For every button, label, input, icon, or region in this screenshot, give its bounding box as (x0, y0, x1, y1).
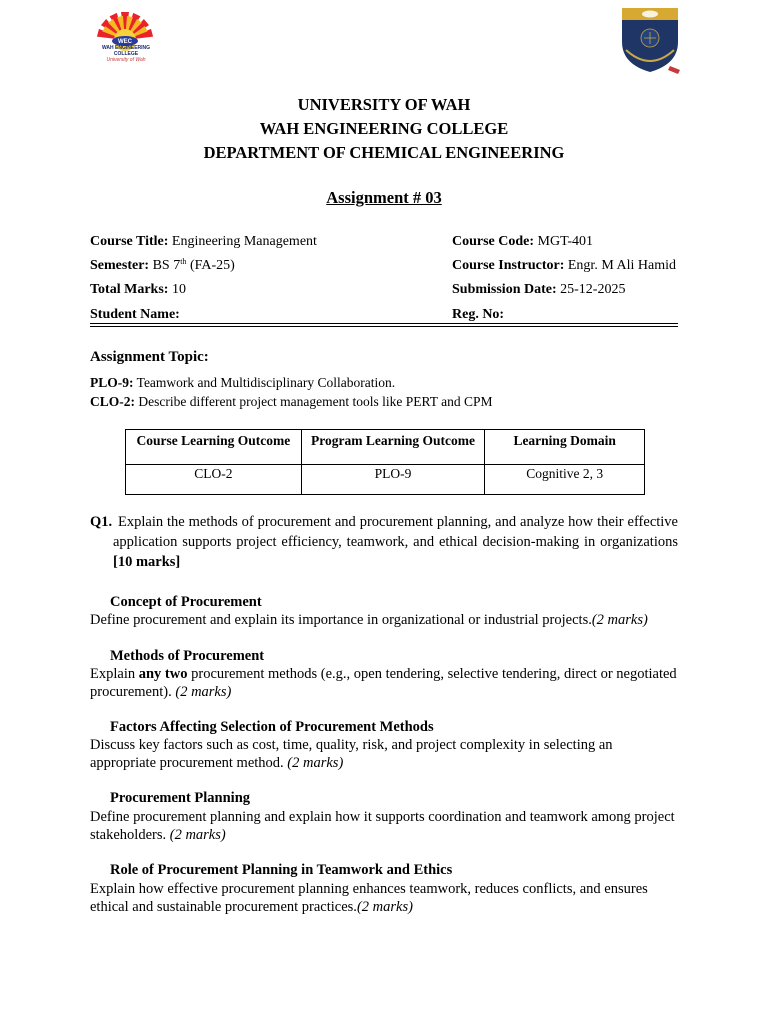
department-name: DEPARTMENT OF CHEMICAL ENGINEERING (203, 143, 565, 162)
plo-line: PLO-9: Teamwork and Multidisciplinary Collaboration. (90, 375, 396, 390)
table-row (126, 465, 645, 495)
section-text: Explain how effective procurement planning enhances teamwork, reduces conflicts, and ensures ethical and sustainable procurement practices.(2 marks) (90, 881, 648, 915)
learning-outcome-table (125, 429, 645, 495)
college-name: WAH ENGINEERING COLLEGE (259, 119, 509, 138)
section-heading: Procurement Planning (110, 790, 251, 806)
question-marks: [10 marks] (113, 554, 181, 570)
student-name-row: Student Name: (90, 307, 180, 322)
assignment-title: Assignment # 03 (326, 188, 442, 207)
university-crest-icon (620, 8, 680, 74)
total-marks-row: Total Marks: 10 (90, 282, 186, 297)
question-number: Q1. (90, 514, 113, 530)
course-code-row: Course Code: MGT-401 (452, 234, 594, 249)
wec-badge-text: WEC (118, 39, 132, 45)
institution-header (0, 93, 768, 165)
table-cell: Cognitive 2, 3 (485, 465, 645, 495)
section-heading: Methods of Procurement (110, 648, 265, 664)
divider-thin (90, 323, 678, 324)
table-header-cell: Program Learning Outcome (301, 430, 485, 465)
section-heading: Role of Procurement Planning in Teamwork and Ethics (110, 862, 453, 878)
clo-line: CLO-2: Describe different project management tools like PERT and CPM (90, 394, 493, 409)
section-heading: Factors Affecting Selection of Procurement Methods (110, 719, 434, 735)
course-instructor-row: Course Instructor: Engr. M Ali Hamid (452, 258, 676, 273)
course-title-row: Course Title: Engineering Management (90, 234, 317, 249)
assignment-topic-heading: Assignment Topic: (90, 349, 209, 365)
table-cell: PLO-9 (301, 465, 485, 495)
wec-logo-caption: WAH ENGINEERING COLLEGE University of Wah (101, 45, 151, 63)
table-cell: CLO-2 (126, 465, 302, 495)
submission-date-row: Submission Date: 25-12-2025 (452, 282, 626, 297)
section-text: Explain any two procurement methods (e.g., open tendering, selective tendering, direct or negotiated procurement). (2 marks) (90, 666, 677, 700)
section-text: Discuss key factors such as cost, time, quality, risk, and project complexity in selecting an appropriate procurement method. (2 marks) (90, 737, 613, 771)
section-text: Define procurement planning and explain how it supports coordination and teamwork among project stakeholders. (2 marks) (90, 809, 675, 843)
table-header-row (126, 430, 645, 465)
semester-row: Semester: BS 7th (FA-25) (90, 257, 235, 273)
course-title-value: Engineering Management (171, 234, 317, 249)
section-heading: Concept of Procurement (110, 594, 262, 610)
table-header-cell: Learning Domain (485, 430, 645, 465)
reg-no-row: Reg. No: (452, 307, 505, 322)
table-header-cell: Course Learning Outcome (126, 430, 302, 465)
university-name: UNIVERSITY OF WAH (297, 95, 471, 114)
section-text: Define procurement and explain its importance in organizational or industrial projects.(2 marks) (90, 612, 648, 628)
question-1 (90, 512, 678, 572)
question-text: Explain the methods of procurement and procurement planning, and analyze how their effective application supports project efficiency, teamwork, and ethical decision-making in organizations (113, 514, 678, 550)
divider-thick (90, 326, 678, 327)
